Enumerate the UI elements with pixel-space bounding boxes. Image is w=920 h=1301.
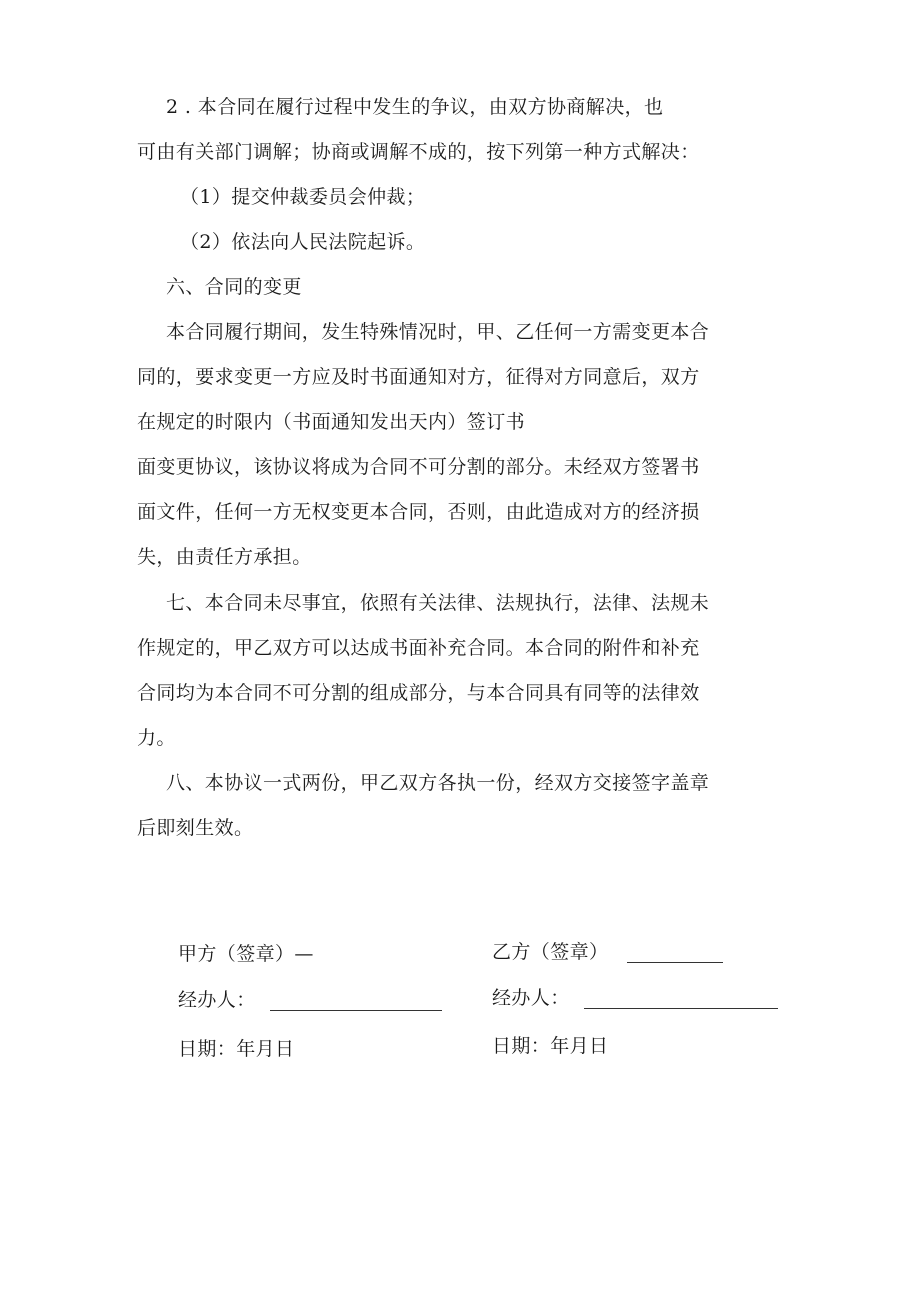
party-b-seal-label: 乙方（签章） bbox=[492, 941, 609, 963]
clause7-line: 合同均为本合同不可分割的组成部分，与本合同具有同等的法律效 bbox=[137, 682, 700, 704]
clause6-line: 在规定的时限内（书面通知发出天内）签订书 bbox=[137, 411, 526, 433]
clause7-line: 力。 bbox=[137, 727, 176, 749]
party-b-handler-label: 经办人： bbox=[492, 987, 570, 1009]
party-a-handler-label: 经办人： bbox=[178, 989, 256, 1011]
clause8-line: 八、本协议一式两份，甲乙双方各执一份，经双方交接签字盖章 bbox=[166, 772, 710, 794]
clause7-line: 作规定的，甲乙双方可以达成书面补充合同。本合同的附件和补充 bbox=[137, 637, 700, 659]
clause7-line: 七、本合同未尽事宜，依照有关法律、法规执行，法律、法规未 bbox=[166, 592, 710, 614]
clause5-item2-line2: 可由有关部门调解；协商或调解不成的，按下列第一种方式解决： bbox=[137, 141, 700, 163]
party-a-seal-label: 甲方（签章）— bbox=[178, 943, 314, 965]
party-b-seal-blank[interactable] bbox=[627, 962, 723, 963]
clause6-line: 失，由责任方承担。 bbox=[137, 546, 312, 568]
clause6-line: 同的，要求变更一方应及时书面通知对方，征得对方同意后，双方 bbox=[137, 366, 700, 388]
clause6-line: 面文件，任何一方无权变更本合同，否则，由此造成对方的经济损 bbox=[137, 501, 700, 523]
clause8-line: 后即刻生效。 bbox=[137, 817, 254, 839]
clause6-line: 面变更协议，该协议将成为合同不可分割的部分。未经双方签署书 bbox=[137, 456, 700, 478]
clause6-line: 本合同履行期间，发生特殊情况时，甲、乙任何一方需变更本合 bbox=[166, 321, 710, 343]
clause5-item2-line1: 2 . 本合同在履行过程中发生的争议，由双方协商解决，也 bbox=[166, 96, 664, 118]
party-a-date-label: 日期：年月日 bbox=[178, 1038, 295, 1060]
party-a-handler-blank[interactable] bbox=[270, 1010, 442, 1011]
dispute-option-2: （2）依法向人民法院起诉。 bbox=[180, 231, 426, 253]
party-b-date-label: 日期：年月日 bbox=[492, 1035, 609, 1057]
party-b-handler-blank[interactable] bbox=[584, 1008, 778, 1009]
dispute-option-1: （1）提交仲裁委员会仲裁； bbox=[180, 186, 426, 208]
clause6-heading: 六、合同的变更 bbox=[166, 276, 302, 298]
